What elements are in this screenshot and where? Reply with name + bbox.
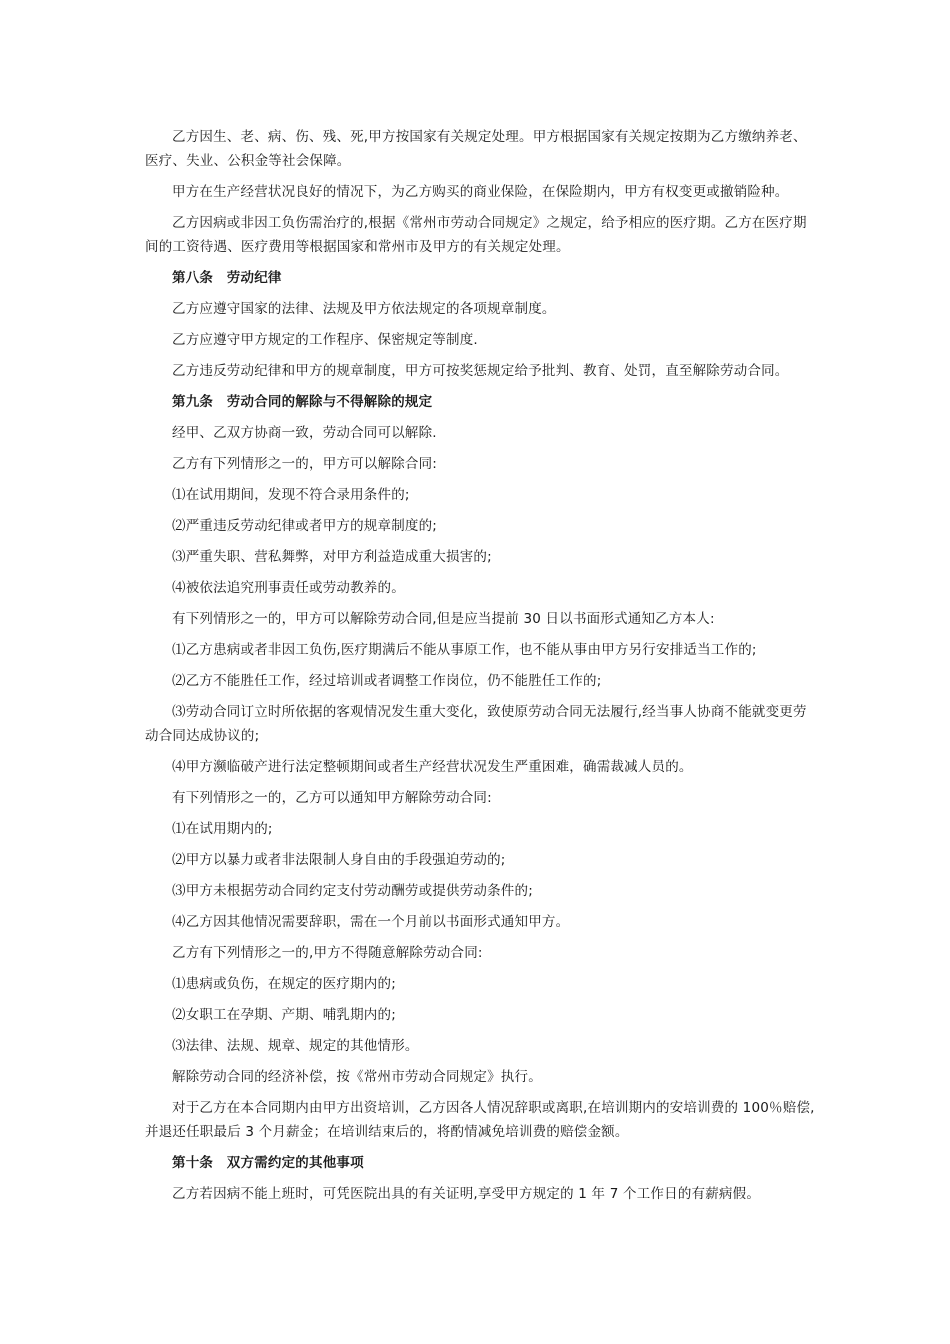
paragraph: 乙方若因病不能上班时，可凭医院出具的有关证明,享受甲方规定的 1 年 7 个工作日的有薪病假。 <box>172 1186 761 1202</box>
paragraph: 乙方应遵守国家的法律、法规及甲方依法规定的各项规章制度。 <box>172 301 556 317</box>
paragraph: 甲方在生产经营状况良好的情况下，为乙方购买的商业保险，在保险期内，甲方有权变更或撤销险种。 <box>172 184 789 200</box>
paragraph: 有下列情形之一的，乙方可以通知甲方解除劳动合同: <box>172 790 492 806</box>
section-heading: 第十条 双方需约定的其他事项 <box>172 1155 364 1171</box>
section-heading: 第八条 劳动纪律 <box>172 270 282 286</box>
paragraph: ⑶严重失职、营私舞弊，对甲方利益造成重大损害的; <box>172 549 492 565</box>
paragraph: ⑶甲方未根据劳动合同约定支付劳动酬劳或提供劳动条件的; <box>172 883 533 899</box>
paragraph: 解除劳动合同的经济补偿，按《常州市劳动合同规定》执行。 <box>172 1069 542 1085</box>
paragraph: ⑶法律、法规、规章、规定的其他情形。 <box>172 1038 419 1054</box>
paragraph: 经甲、乙双方协商一致，劳动合同可以解除. <box>172 425 437 441</box>
paragraph: ⑵女职工在孕期、产期、哺乳期内的; <box>172 1007 396 1023</box>
paragraph: ⑴乙方患病或者非因工负伤,医疗期满后不能从事原工作，也不能从事由甲方另行安排适当工作的; <box>172 642 757 658</box>
paragraph: 乙方应遵守甲方规定的工作程序、保密规定等制度. <box>172 332 478 348</box>
paragraph: 乙方因生、老、病、伤、残、死,甲方按国家有关规定处理。甲方根据国家有关规定按期为乙方缴纳养老、医疗、失业、公积金等社会保障。 <box>145 129 807 169</box>
paragraph: 乙方有下列情形之一的,甲方不得随意解除劳动合同: <box>172 945 483 961</box>
paragraph: 有下列情形之一的，甲方可以解除劳动合同,但是应当提前 30 日以书面形式通知乙方本人: <box>172 611 715 627</box>
paragraph: ⑵乙方不能胜任工作，经过培训或者调整工作岗位，仍不能胜任工作的; <box>172 673 602 689</box>
paragraph: ⑴在试用期内的; <box>172 821 273 837</box>
paragraph: ⑵严重违反劳动纪律或者甲方的规章制度的; <box>172 518 438 534</box>
paragraph: ⑴在试用期间，发现不符合录用条件的; <box>172 487 410 503</box>
paragraph: 乙方违反劳动纪律和甲方的规章制度，甲方可按奖惩规定给予批判、教育、处罚，直至解除劳动合同。 <box>172 363 789 379</box>
paragraph: ⑶劳动合同订立时所依据的客观情况发生重大变化，致使原劳动合同无法履行,经当事人协商不能就变更劳动合同达成协议的; <box>145 704 807 744</box>
paragraph: ⑵甲方以暴力或者非法限制人身自由的手段强迫劳动的; <box>172 852 506 868</box>
section-heading: 第九条 劳动合同的解除与不得解除的规定 <box>172 394 433 410</box>
paragraph: 乙方因病或非因工负伤需治疗的,根据《常州市劳动合同规定》之规定，给予相应的医疗期。乙方在医疗期间的工资待遇、医疗费用等根据国家和常州市及甲方的有关规定处理。 <box>145 215 807 255</box>
paragraph: ⑷甲方濒临破产进行法定整顿期间或者生产经营状况发生严重困难，确需裁减人员的。 <box>172 759 693 775</box>
paragraph: ⑴患病或负伤，在规定的医疗期内的; <box>172 976 396 992</box>
paragraph: ⑷乙方因其他情况需要辞职，需在一个月前以书面形式通知甲方。 <box>172 914 570 930</box>
paragraph: 乙方有下列情形之一的，甲方可以解除合同: <box>172 456 438 472</box>
paragraph: ⑷被依法追究刑事责任或劳动教养的。 <box>172 580 405 596</box>
paragraph: 对于乙方在本合同期内由甲方出资培训，乙方因各人情况辞职或离职,在培训期内的安培训费的 100％赔偿,并退还任职最后 3 个月薪金；在培训结束后的，将酌情减免培训费的赔偿金额。 <box>145 1100 815 1140</box>
document-page <box>145 125 815 1213</box>
